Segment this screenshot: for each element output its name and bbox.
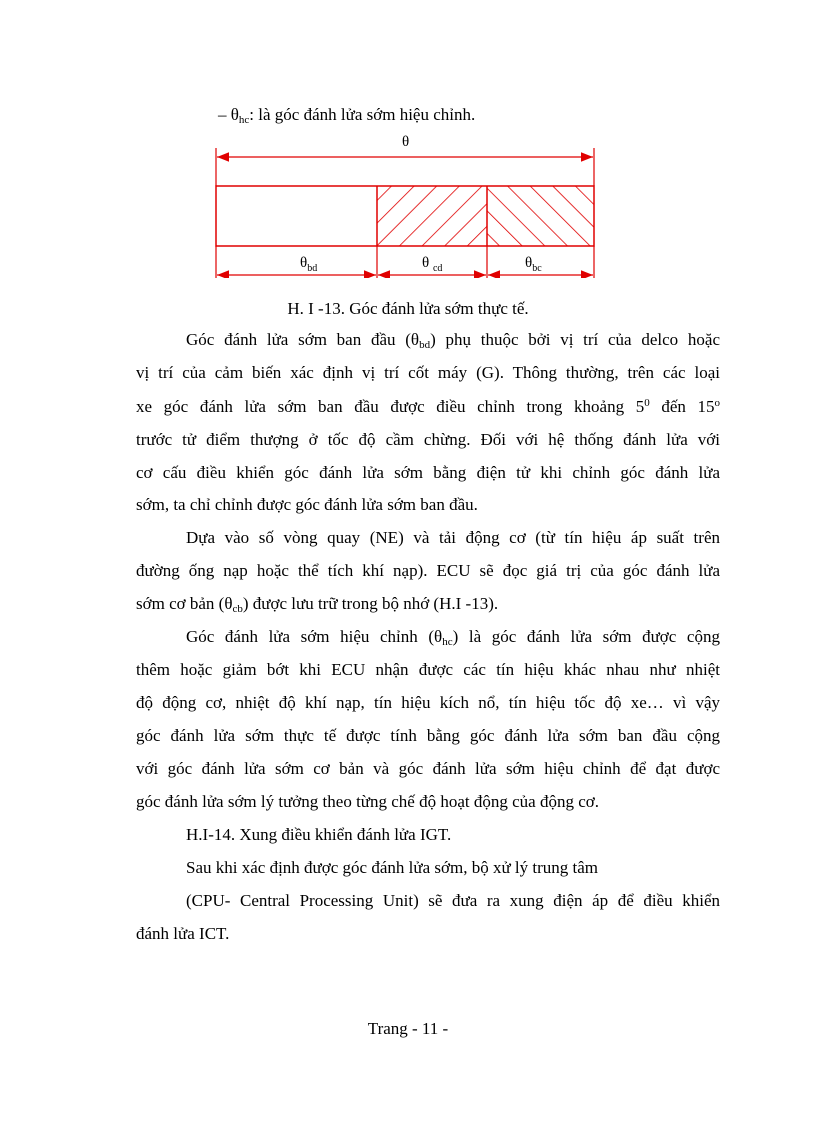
segment-hatch-cd [377,186,487,246]
para3-line4: góc đánh lửa sớm thực tế được tính bằng góc đánh lửa sớm ban đầu cộng [136,726,720,745]
intro-symbol: θ [230,105,239,124]
para1-line6: sớm, ta chỉ chỉnh được góc đánh lửa sớm ban đầu. [136,495,478,514]
para3-line5: với góc đánh lửa sớm cơ bản và góc đánh lửa sớm hiệu chỉnh để đạt được [136,759,720,778]
para4-line3: đánh lửa ICT. [136,924,230,943]
label-theta-bc: $\theta_{bc}$ [525,255,542,274]
theta-total-label: θ [402,134,410,150]
para2-line3: sớm cơ bản $(\theta_{cb})$ được lưu trữ trong bộ nhớ (H.I -13). [136,594,499,615]
ignition-angle-diagram [200,128,620,278]
intro-sub: hc [238,114,250,126]
label-theta-bd: $\theta_{bd}$ [300,255,318,274]
label-theta-cd: θ $_{cd}$ [422,255,443,274]
para1-line3: xe góc đánh lửa sớm ban đầu được điều chỉnh trong khoảng $5^0$ đến 15$^o$ [136,397,720,416]
para1-line2: vị trí của cảm biến xác định vị trí cốt máy (G). Thông thường, trên các loại [136,363,720,382]
para2-line2: đường ống nạp hoặc thể tích khí nạp). ECU sẽ đọc giá trị của góc đánh lửa [136,561,720,580]
intro-line [218,104,475,126]
para3-line1: Góc đánh lửa sớm hiệu chỉnh $(\theta_{hc})$ là góc đánh lửa sớm được cộng [186,627,720,648]
para3-line2: thêm hoặc giảm bớt khi ECU nhận được các tín hiệu khác nhau như nhiệt [136,660,720,679]
para3-line6: góc đánh lửa sớm lý tưởng theo từng chế độ hoạt động của động cơ. [136,792,599,811]
figure-caption: H. I -13. Góc đánh lửa sớm thực tế. [287,299,529,318]
para1-line4: trước tử điểm thượng ở tốc độ cầm chừng. Đối với hệ thống đánh lửa với [136,430,720,449]
para2-line1: Dựa vào số vòng quay (NE) và tải động cơ (từ tín hiệu áp suất trên [186,528,720,547]
para4-line2: (CPU- Central Processing Unit) sẽ đưa ra xung điện áp để điều khiển [186,891,720,910]
figure-heading-14: H.I-14. Xung điều khiển đánh lửa IGT. [186,825,452,844]
para4-line1: Sau khi xác định được góc đánh lửa sớm, bộ xử lý trung tâm [186,858,599,877]
intro-text: : là góc đánh lửa sớm hiệu chỉnh. [249,105,476,124]
segment-hatch-bc [487,186,594,246]
intro-dash: – [218,105,227,124]
para1-line5: cơ cấu điều khiển góc đánh lửa sớm bằng điện tử khi chỉnh góc đánh lửa [136,463,720,482]
para1-line1: Góc đánh lửa sớm ban đầu $(\theta_{bd})$ phụ thuộc bởi vị trí của delco hoặc [186,330,721,351]
para3-line3: độ động cơ, nhiệt độ khí nạp, tín hiệu kích nổ, tín hiệu tốc độ xe… vì vậy [136,693,720,712]
page-number: Trang - 11 - [367,1019,449,1038]
